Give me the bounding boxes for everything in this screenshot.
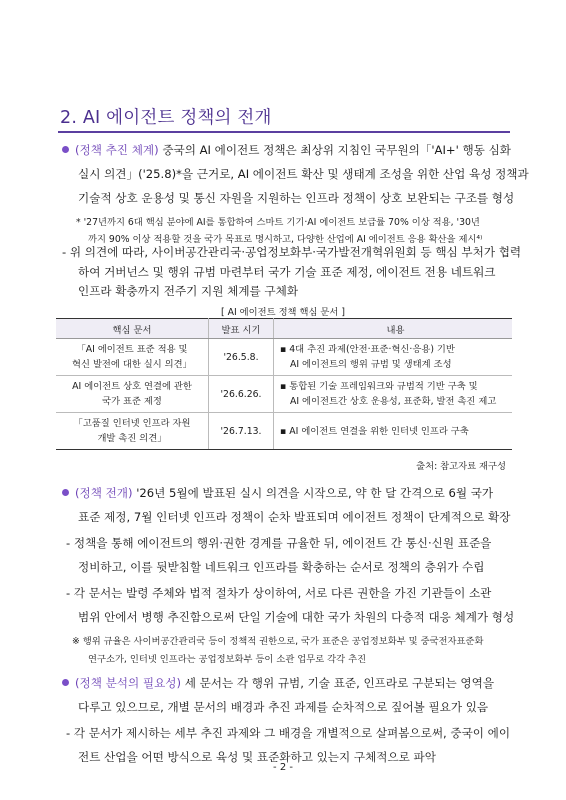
bullet-label: (정책 추진 체계) [75, 143, 159, 157]
content-cell: ▪ AI 에이전트 연결을 위한 인터넷 인프라 구축 [274, 413, 513, 450]
dash-line: - 각 문서가 제시하는 세부 추진 과제와 그 배경을 개별적으로 살펴봄으로써, 중국이 에이 [66, 726, 511, 740]
policy-documents-table [56, 318, 512, 450]
table-header-row [56, 319, 512, 339]
dash-line: 인프라 확충까지 전주기 지원 체계를 구체화 [78, 284, 299, 298]
doc-cell [56, 413, 209, 450]
paragraph-line: 기술적 상호 운용성 및 통신 자원을 지원하는 인프라 정책이 상호 보완되는 구조를 형성 [78, 191, 515, 205]
dash-line: 범위 안에서 병행 추진함으로써 단일 기술에 대한 국가 차원의 다층적 대응 체계가 형성 [78, 610, 515, 624]
dash-line: 하여 거버넌스 및 행위 규범 마련부터 국가 기술 표준 제정, 에이전트 전용 네트워크 [78, 265, 496, 279]
date-cell: '26.7.13. [209, 413, 274, 450]
paragraph-line: 실시 의견」('25.8)*을 근거로, AI 에이전트 확산 및 생태계 조성을 위한 산업 육성 정책과 [78, 167, 529, 181]
paragraph-line: 표준 제정, 7월 인터넷 인프라 정책이 순차 발표되며 에이전트 정책이 단계적으로 확장 [78, 510, 511, 524]
date-cell: '26.5.8. [209, 339, 274, 376]
column-header: 발표 시기 [209, 319, 274, 339]
title-divider [58, 131, 510, 133]
page-number: - 2 - [273, 762, 293, 773]
cell-line: 「고품질 인터넷 인프라 자원 [73, 418, 191, 429]
dash-line: - 위 의견에 따라, 사이버공간관리국·공업정보화부·국가발전개혁위원회 등 핵심 부처가 협력 [62, 245, 522, 259]
cell-line: 「AI 에이전트 표준 적용 및 [76, 344, 188, 355]
footnote-line: 까지 90% 이상 적용할 것을 국가 목표로 명시하고, 다양한 산업에 AI 에이전트 응용 확산을 제시⁴⁾ [88, 234, 483, 245]
content-cell [274, 339, 513, 376]
table-row [56, 413, 512, 450]
dash-line: - 정책을 통해 에이전트의 행위·권한 경계를 규율한 뒤, 에이전트 간 통신·신원 표준을 [66, 536, 492, 550]
analysis-need-paragraph [62, 675, 494, 691]
cell-line: AI 에이전트간 상호 운용성, 표준화, 발전 촉진 제고 [290, 396, 497, 407]
cell-line: ▪ 4대 추진 과제(안전·표준·혁신·응용) 기반 [280, 344, 455, 355]
note-line: ※ 행위 규율은 사이버공간관리국 등이 정책적 권한으로, 국가 표준은 공업정보화부 및 중국전자표준화 [72, 636, 484, 647]
table-caption: [ AI 에이전트 정책 핵심 문서 ] [221, 307, 345, 318]
policy-system-paragraph [62, 142, 511, 158]
cell-line: 개발 촉진 의견」 [97, 433, 167, 444]
bullet-dot-icon [62, 489, 69, 496]
doc-cell [56, 376, 209, 413]
dash-line: 정비하고, 이를 뒷받침할 네트워크 인프라를 확충하는 순서로 정책의 층위가 수립 [78, 560, 485, 574]
bullet-label: (정책 분석의 필요성) [75, 676, 182, 690]
doc-cell [56, 339, 209, 376]
cell-line: AI 에이전트 상호 연결에 관한 [72, 381, 192, 392]
cell-line: ▪ 통합된 기술 프레임워크와 규범적 기반 구축 및 [280, 381, 478, 392]
policy-development-paragraph [62, 485, 493, 501]
dash-line: 전트 산업을 어떤 방식으로 육성 및 표준화하고 있는지 구체적으로 파악 [78, 750, 436, 764]
content-cell [274, 376, 513, 413]
paragraph-line: 중국의 AI 에이전트 정책은 최상위 지침인 국무원의「'AI+' 행동 심화 [162, 143, 511, 157]
column-header: 핵심 문서 [56, 319, 209, 339]
table-row [56, 339, 512, 376]
bullet-dot-icon [62, 146, 69, 153]
bullet-label: (정책 전개) [75, 486, 133, 500]
date-cell: '26.6.26. [209, 376, 274, 413]
cell-line: 국가 표준 제정 [102, 396, 162, 407]
note-line: 연구소가, 인터넷 인프라는 공업정보화부 등이 소관 업무로 각각 추진 [88, 654, 367, 665]
paragraph-line: 세 문서는 각 행위 규범, 기술 표준, 인프라로 구분되는 영역을 [184, 676, 495, 690]
table-source: 출처: 참고자료 재구성 [416, 461, 506, 472]
section-title: 2. AI 에이전트 정책의 전개 [60, 108, 272, 128]
column-header: 내용 [274, 319, 513, 339]
footnote-line: * '27년까지 6대 핵심 분야에 AI를 통합하여 스마트 기기·AI 에이전트 보급률 70% 이상 적용, '30년 [76, 217, 480, 228]
dash-line: - 각 문서는 발령 주체와 법적 절차가 상이하여, 서로 다른 권한을 가진 기관들이 소관 [66, 586, 492, 600]
bullet-dot-icon [62, 679, 69, 686]
table-row [56, 376, 512, 413]
paragraph-line: '26년 5월에 발표된 실시 의견을 시작으로, 약 한 달 간격으로 6월 국가 [136, 486, 494, 500]
cell-line: 혁신 발전에 대한 실시 의견」 [72, 359, 192, 370]
paragraph-line: 다루고 있으므로, 개별 문서의 배경과 추진 과제를 순차적으로 짚어볼 필요가 있음 [78, 700, 489, 714]
cell-line: AI 에이전트의 행위 규범 및 생태계 조성 [290, 359, 452, 370]
